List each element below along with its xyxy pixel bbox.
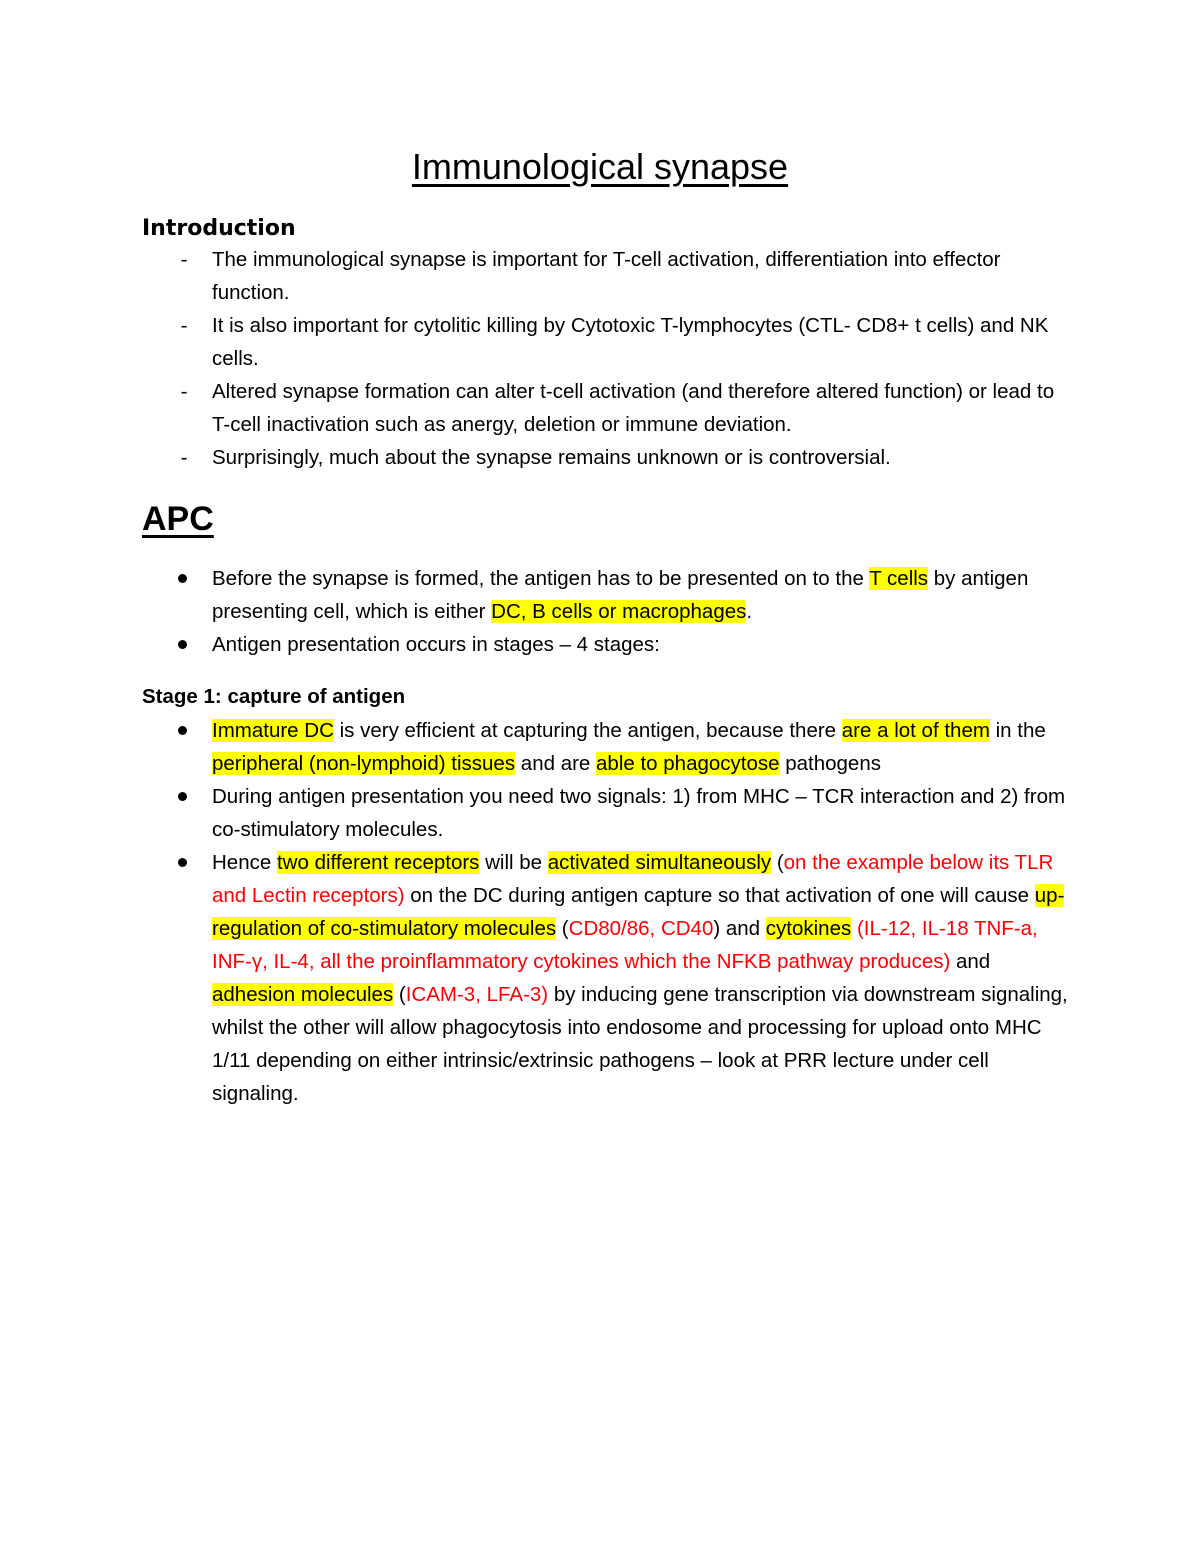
dash-marker: - bbox=[180, 446, 188, 469]
text-run: on the DC during antigen capture so that activation of one will cause bbox=[404, 884, 1035, 907]
list-item bbox=[0, 562, 1200, 628]
text-run: in the bbox=[989, 719, 1046, 742]
list-item-text bbox=[212, 785, 1065, 841]
text-run: and bbox=[950, 950, 991, 973]
text-run: ) and bbox=[713, 917, 766, 940]
list-item-text: It is also important for cytolitic killing by Cytotoxic T-lymphocytes (CTL- CD8+ t cells) and NK cells. bbox=[212, 314, 1049, 370]
list-item-text: Altered synapse formation can alter t-cell activation (and therefore altered function) or lead to T-cell inactivation such as anergy, deletion or immune deviation. bbox=[212, 380, 1055, 436]
highlighted-text: cytokines bbox=[765, 917, 852, 940]
introduction-heading: Introduction bbox=[142, 216, 296, 241]
list-item-text bbox=[212, 567, 1028, 623]
stage-1-list bbox=[0, 714, 1200, 1110]
list-item-text bbox=[212, 719, 1046, 775]
highlighted-text: adhesion molecules bbox=[212, 983, 394, 1006]
text-run: Before the synapse is formed, the antigen has to be presented on to the bbox=[212, 567, 870, 590]
red-text: (IL-12, IL-18 TNF-a, INF-γ, IL-4, all the proinflammatory cytokines which the NFKB pathway produces) bbox=[212, 917, 1038, 973]
highlighted-text: DC, B cells or macrophages bbox=[491, 600, 747, 623]
list-item-text: Surprisingly, much about the synapse remains unknown or is controversial. bbox=[212, 446, 891, 469]
highlighted-text: are a lot of them bbox=[841, 719, 990, 742]
text-run: ( bbox=[393, 983, 406, 1006]
highlighted-text: activated simultaneously bbox=[547, 851, 772, 874]
text-run: . bbox=[746, 600, 753, 623]
list-item bbox=[0, 309, 1200, 375]
red-text: on the example below its TLR and Lectin receptors) bbox=[212, 851, 1054, 907]
list-item bbox=[0, 846, 1200, 1110]
highlighted-text: Immature DC bbox=[212, 719, 334, 742]
list-item bbox=[0, 375, 1200, 441]
text-run: During antigen presentation you need two signals: 1) from MHC – TCR interaction and 2) from co-stimulatory molecules. bbox=[212, 785, 1066, 841]
red-text: ICAM-3, LFA-3) bbox=[405, 983, 549, 1006]
highlighted-text: two different receptors bbox=[276, 851, 480, 874]
text-run: by inducing gene transcription via downstream signaling, whilst the other will allow phagocytosis into endosome and processing for upload onto MHC 1/11 depending on either intrinsic/extrinsic pathogens – look at PRR lecture under cell signaling. bbox=[212, 983, 1068, 1105]
dash-marker: - bbox=[180, 314, 188, 337]
highlighted-text: peripheral (non-lymphoid) tissues bbox=[212, 752, 516, 775]
introduction-list bbox=[0, 243, 1200, 474]
text-run: and are bbox=[515, 752, 597, 775]
list-item bbox=[0, 441, 1200, 474]
list-item-text: The immunological synapse is important for T-cell activation, differentiation into effector function. bbox=[212, 248, 1001, 304]
text-run: ( bbox=[556, 917, 569, 940]
text-run: will be bbox=[479, 851, 548, 874]
text-run: Hence bbox=[212, 851, 277, 874]
highlighted-text: able to phagocytose bbox=[596, 752, 780, 775]
list-item-text bbox=[212, 633, 660, 656]
highlighted-text: up-regulation of co-stimulatory molecules bbox=[212, 884, 1065, 940]
dash-marker: - bbox=[180, 380, 188, 403]
dash-marker: - bbox=[180, 248, 188, 271]
red-text: CD80/86, CD40 bbox=[568, 917, 714, 940]
text-run: pathogens bbox=[779, 752, 881, 775]
text-run: ( bbox=[771, 851, 784, 874]
apc-heading: APC bbox=[142, 500, 214, 538]
page-title: Immunological synapse bbox=[411, 146, 789, 187]
text-run: Antigen presentation occurs in stages – 4 stages: bbox=[212, 633, 660, 656]
text-run: is very efficient at capturing the antigen, because there bbox=[333, 719, 842, 742]
apc-list bbox=[0, 562, 1200, 661]
list-item bbox=[0, 714, 1200, 780]
list-item bbox=[0, 243, 1200, 309]
list-item bbox=[0, 780, 1200, 846]
highlighted-text: T cells bbox=[869, 567, 929, 590]
stage-1-heading: Stage 1: capture of antigen bbox=[142, 685, 406, 708]
text-run: by antigen presenting cell, which is either bbox=[212, 567, 1029, 623]
list-item bbox=[0, 628, 1200, 661]
list-item-text bbox=[212, 851, 1068, 1105]
